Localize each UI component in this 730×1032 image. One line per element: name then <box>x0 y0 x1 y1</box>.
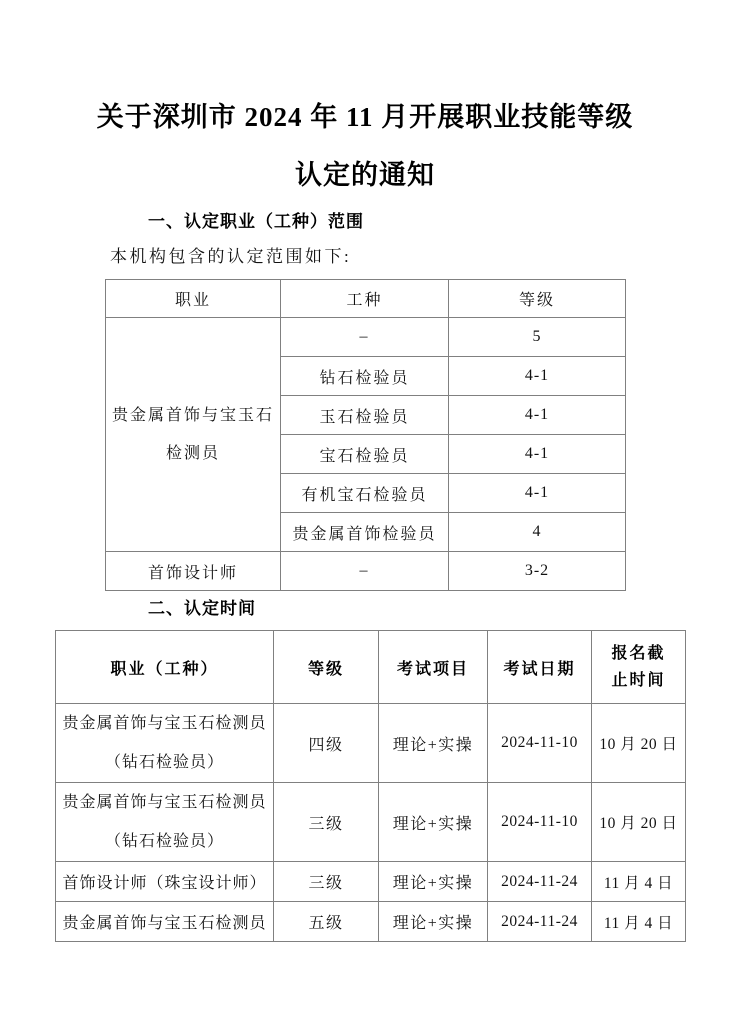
schedule-deadline-value: 10 月 20 日 <box>599 815 678 832</box>
schedule-occupation-line2: （钻石检验员） <box>104 833 224 850</box>
section1-heading: 一、认定职业（工种）范围 <box>148 212 364 231</box>
schedule-cell-exam-items <box>379 704 488 783</box>
scope-header-trade-label: 工种 <box>346 292 383 309</box>
scope-trade-value: 钻石检验员 <box>319 369 410 387</box>
scope-trade-value: 宝石检验员 <box>319 447 410 465</box>
scope-cell-occupation <box>106 552 281 591</box>
scope-level-value: 3-2 <box>524 562 550 579</box>
schedule-cell-exam-date <box>488 902 592 942</box>
schedule-deadline-value: 10 月 20 日 <box>599 736 678 753</box>
scope-header-occupation-label: 职业 <box>174 292 211 309</box>
schedule-header-exam-items <box>379 631 488 704</box>
document-title-line2: 认定的通知 <box>295 160 435 190</box>
scope-cell-level <box>449 396 626 435</box>
schedule-table <box>55 630 686 942</box>
schedule-cell-level <box>274 862 379 902</box>
schedule-level-value: 三级 <box>308 875 344 892</box>
scope-header-level <box>449 280 626 318</box>
scope-trade-value: 有机宝石检验员 <box>301 486 428 504</box>
table-row <box>56 902 686 942</box>
schedule-cell-exam-items <box>379 902 488 942</box>
table-row <box>106 552 626 591</box>
table-row <box>56 783 686 862</box>
schedule-exam-date-value: 2024-11-24 <box>501 912 578 930</box>
scope-cell-level <box>449 513 626 552</box>
scope-header-trade <box>281 280 449 318</box>
schedule-level-value: 四级 <box>308 736 344 754</box>
scope-occupation-line2: 检测员 <box>165 444 220 462</box>
schedule-cell-occupation <box>56 704 274 783</box>
schedule-cell-exam-date <box>488 783 592 862</box>
schedule-exam-date-value: 2024-11-10 <box>501 734 578 751</box>
scope-trade-value: 玉石检验员 <box>319 408 410 426</box>
scope-level-value: 5 <box>532 328 542 345</box>
schedule-header-deadline-line2: 止时间 <box>611 672 666 689</box>
scope-cell-trade <box>281 435 449 474</box>
schedule-exam-items-value: 理论+实操 <box>392 815 474 833</box>
scope-cell-level <box>449 552 626 591</box>
schedule-header-deadline-line1: 报名截 <box>611 645 666 662</box>
schedule-occupation-value: 首饰设计师（珠宝设计师） <box>62 875 267 892</box>
schedule-exam-items-value: 理论+实操 <box>392 736 474 754</box>
schedule-deadline-value: 11 月 4 日 <box>603 874 674 892</box>
schedule-cell-deadline <box>592 902 686 942</box>
table-row <box>106 318 626 357</box>
schedule-cell-exam-items <box>379 783 488 862</box>
table-row <box>56 862 686 902</box>
scope-occupation-line1: 贵金属首饰与宝玉石 <box>111 406 274 424</box>
schedule-cell-exam-date <box>488 862 592 902</box>
intro-paragraph: 本机构包含的认定范围如下: <box>110 247 352 266</box>
schedule-cell-level <box>274 704 379 783</box>
scope-cell-trade <box>281 513 449 552</box>
schedule-exam-date-value: 2024-11-10 <box>501 813 578 830</box>
schedule-header-occupation <box>56 631 274 704</box>
schedule-header-level-label: 等级 <box>307 660 344 678</box>
schedule-occupation-value: 贵金属首饰与宝玉石检测员 <box>62 915 267 932</box>
schedule-cell-deadline <box>592 862 686 902</box>
schedule-occupation-line1: 贵金属首饰与宝玉石检测员 <box>62 794 267 811</box>
schedule-exam-items-value: 理论+实操 <box>392 915 474 932</box>
scope-header-occupation <box>106 280 281 318</box>
schedule-occupation-line2: （钻石检验员） <box>104 754 224 771</box>
scope-trade-value: 贵金属首饰检验员 <box>292 525 437 543</box>
schedule-header-level <box>274 631 379 704</box>
schedule-cell-deadline <box>592 704 686 783</box>
schedule-cell-exam-items <box>379 862 488 902</box>
schedule-level-value: 五级 <box>308 915 344 932</box>
schedule-header-exam-date-label: 考试日期 <box>503 660 576 678</box>
table-row <box>56 704 686 783</box>
schedule-header-deadline <box>592 631 686 704</box>
scope-level-value: 4-1 <box>524 445 550 462</box>
schedule-cell-exam-date <box>488 704 592 783</box>
schedule-cell-occupation <box>56 783 274 862</box>
scope-table-header-row <box>106 280 626 318</box>
schedule-table-header-row <box>56 631 686 704</box>
scope-cell-trade <box>281 552 449 591</box>
scope-trade-value: – <box>359 562 370 579</box>
scope-occupation-value: 首饰设计师 <box>147 564 238 582</box>
schedule-level-value: 三级 <box>308 815 344 833</box>
schedule-cell-occupation <box>56 862 274 902</box>
scope-table <box>105 279 626 591</box>
schedule-cell-level <box>274 783 379 862</box>
schedule-header-exam-date <box>488 631 592 704</box>
scope-level-value: 4-1 <box>524 406 550 423</box>
scope-level-value: 4 <box>532 523 542 540</box>
schedule-cell-level <box>274 902 379 942</box>
scope-level-value: 4-1 <box>524 367 550 384</box>
scope-level-value: 4-1 <box>524 484 550 501</box>
schedule-occupation-line1: 贵金属首饰与宝玉石检测员 <box>62 715 267 732</box>
scope-cell-trade <box>281 474 449 513</box>
scope-cell-occupation-merged <box>106 318 281 552</box>
scope-cell-trade <box>281 357 449 396</box>
document-title-line1: 关于深圳市 2024 年 11 月开展职业技能等级 <box>96 102 634 132</box>
scope-cell-level <box>449 435 626 474</box>
schedule-header-exam-items-label: 考试项目 <box>396 660 469 678</box>
scope-cell-trade <box>281 318 449 357</box>
scope-trade-value: – <box>359 328 370 345</box>
schedule-cell-deadline <box>592 783 686 862</box>
schedule-cell-occupation <box>56 902 274 942</box>
scope-header-level-label: 等级 <box>518 292 555 309</box>
schedule-exam-items-value: 理论+实操 <box>392 875 474 892</box>
scope-cell-level <box>449 357 626 396</box>
schedule-header-occupation-label: 职业（工种） <box>110 660 219 678</box>
scope-cell-level <box>449 474 626 513</box>
scope-cell-trade <box>281 396 449 435</box>
section2-heading: 二、认定时间 <box>148 599 256 618</box>
scope-cell-level <box>449 318 626 357</box>
schedule-exam-date-value: 2024-11-24 <box>501 872 578 890</box>
schedule-deadline-value: 11 月 4 日 <box>603 914 674 932</box>
